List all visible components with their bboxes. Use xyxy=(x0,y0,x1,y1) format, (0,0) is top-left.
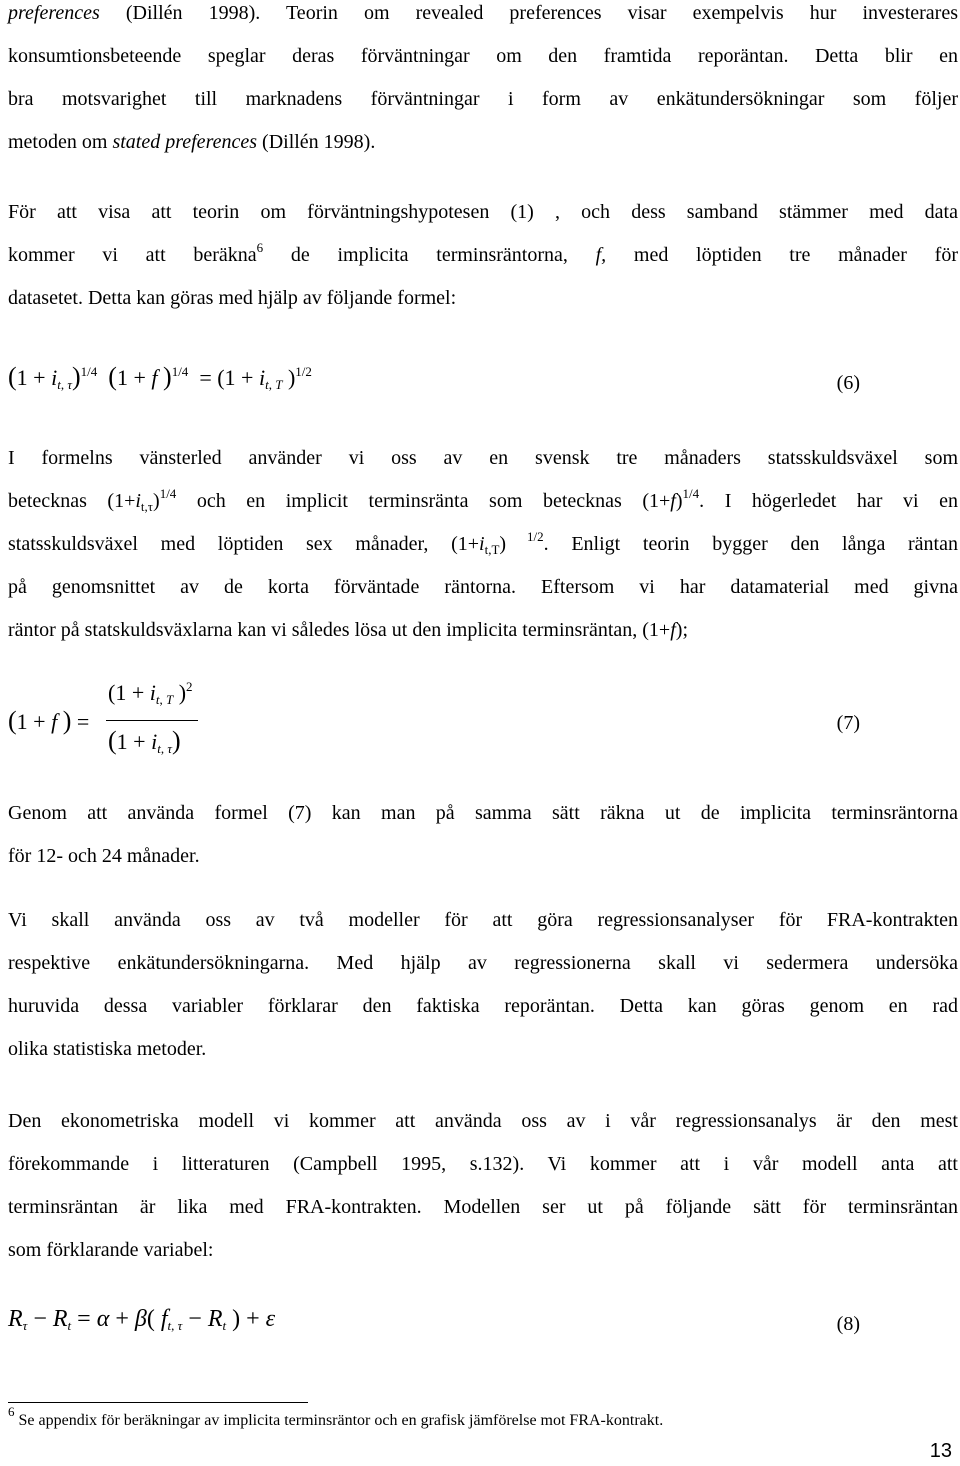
text: Den ekonometriska modell vi kommer att använda oss av i vår regressionsanalys är den mest xyxy=(8,1110,958,1132)
footnote-separator xyxy=(8,1402,308,1403)
text: förekommande i litteraturen (Campbell 1995, s.132). Vi kommer att i vår modell anta att xyxy=(8,1153,958,1175)
footnote xyxy=(8,1404,664,1430)
footnote-mark: 6 xyxy=(8,1404,15,1419)
text: 1/4 xyxy=(682,486,700,501)
text: ) xyxy=(153,490,160,512)
text: f xyxy=(670,490,676,512)
text: terminsräntan är lika med FRA-kontrakten. Modellen ser ut på följande sätt för terminsräntan xyxy=(8,1196,958,1218)
text: metoden om xyxy=(8,131,113,153)
text: bra motsvarighet till marknadens förväntningar i form av enkätundersökningar som följer xyxy=(8,88,958,110)
text: räntor på statskuldsväxlarna kan vi således lösa ut den implicita terminsräntan, (1+ xyxy=(8,619,671,641)
text: t,τ xyxy=(140,499,154,514)
text: huruvida dessa variabler förklarar den faktiska reporäntan. Detta kan göras genom en rad xyxy=(8,995,958,1017)
text: respektive enkätundersökningarna. Med hjälp av regressionerna skall vi sedermera undersöka xyxy=(8,952,958,974)
text: som förklarande variabel: xyxy=(8,1239,214,1261)
text: i xyxy=(479,533,485,555)
text: på genomsnittet av de korta förväntade räntorna. Eftersom vi har datamaterial med givna xyxy=(8,576,958,598)
text: 1/4 xyxy=(159,486,177,501)
paragraph-revealed-preferences xyxy=(8,0,958,164)
text: f xyxy=(670,619,676,641)
text: betecknas (1+ xyxy=(8,490,136,512)
paragraph-regression-models xyxy=(8,899,958,1071)
paragraph-implicit-rates xyxy=(8,191,958,320)
text: . I högerledet har vi en xyxy=(699,490,958,512)
footnote-ref: 6 xyxy=(256,240,264,255)
text: ) xyxy=(499,533,507,555)
text: stated preferences xyxy=(112,131,258,153)
paragraph-formula-7-usage xyxy=(8,792,958,878)
text: olika statistiska metoder. xyxy=(8,1038,207,1060)
text: ) xyxy=(675,490,683,512)
text: preferences xyxy=(8,2,100,24)
equation-number: (6) xyxy=(836,372,860,394)
paragraph-formula-explanation xyxy=(8,437,958,652)
text: Vi skall använda oss av två modeller för att göra regressionsanalyser för FRA-kontrakten xyxy=(8,909,958,931)
text: med löptiden tre månader för xyxy=(606,244,958,266)
text: I formelns vänsterled använder vi oss av en svensk tre månaders statsskuldsväxel som xyxy=(8,447,958,469)
text: statsskuldsväxel med löptiden sex månader, (1+ xyxy=(8,533,480,555)
text: f, xyxy=(595,244,607,266)
text: (Dillén 1998). Teorin om revealed preferences visar exempelvis hur investerares xyxy=(99,2,958,24)
text: konsumtionsbeteende speglar deras förväntningar om den framtida reporäntan. Detta blir en xyxy=(8,45,958,67)
text: de implicita terminsräntorna, xyxy=(263,244,596,266)
text: t,T xyxy=(484,542,500,557)
equation-number: (7) xyxy=(836,712,860,734)
text: i xyxy=(135,490,141,512)
text: . Enligt teorin bygger den långa räntan xyxy=(543,533,958,555)
footnote-text: Se appendix för beräkningar av implicita terminsräntor och en grafisk jämförelse mot FRA-kontrakt. xyxy=(14,1412,664,1429)
equation-8: $R_\tau - R_t = \alpha + \beta$( $f_{t, \tau} - R_t$ ) + ε xyxy=(8,1306,276,1333)
text: och en implicit terminsränta som betecknas (1+ xyxy=(176,490,671,512)
equation-6: $(1 + i_{t, \tau})^{1/4}$ (1 + f )$^{1/4} = (1 + i_{t, T}$ )$^{1/2}$ xyxy=(8,362,312,392)
text: datasetet. Detta kan göras med hjälp av följande formel: xyxy=(8,287,457,309)
text: kommer vi att beräkna xyxy=(8,244,257,266)
equation-7: (1 + f ) = ($1 + i_{t, T}$ )$^2$ $(1 + i_{t, \tau})$ xyxy=(8,680,308,770)
text: (Dillén 1998). xyxy=(257,131,376,153)
equation-number: (8) xyxy=(836,1313,860,1335)
text: För att visa att teorin om förväntningshypotesen (1) , och dess samband stämmer med data xyxy=(8,201,958,223)
text: 1/2 xyxy=(506,529,544,544)
text: ); xyxy=(675,619,688,641)
text: för 12- och 24 månader. xyxy=(8,845,200,867)
page-number: 13 xyxy=(929,1440,952,1462)
text: Genom att använda formel (7) kan man på samma sätt räkna ut de implicita terminsräntorna xyxy=(8,802,958,824)
paragraph-econometric-model xyxy=(8,1100,958,1272)
